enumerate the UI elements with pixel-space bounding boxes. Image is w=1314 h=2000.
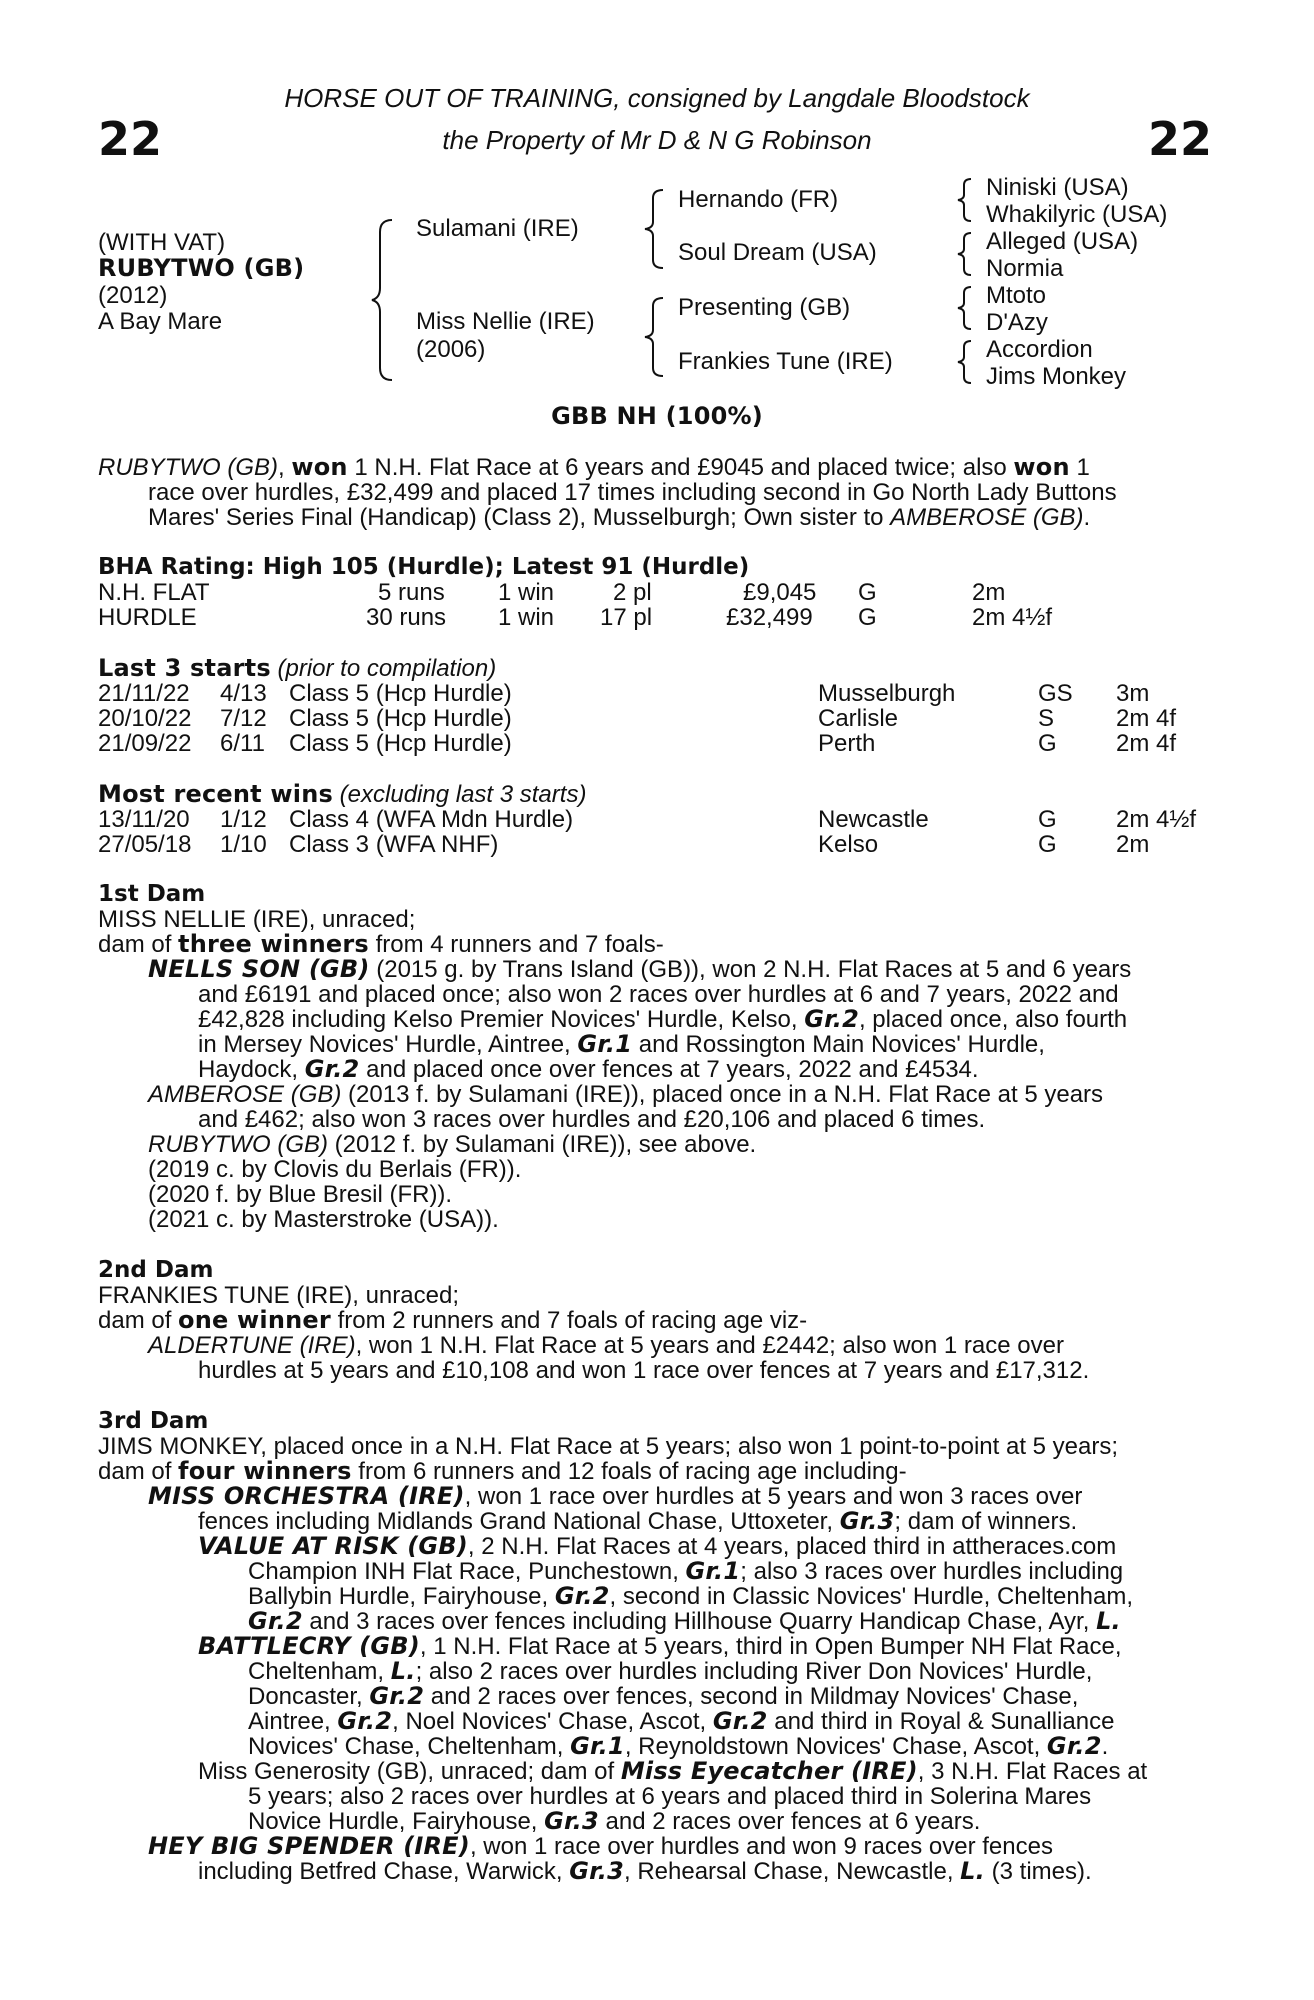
- race-going: G: [1038, 831, 1057, 858]
- grade: Gr.2: [304, 1055, 360, 1083]
- progeny-line: and £462; also won 3 races over hurdles and £20,106 and placed 6 times.: [198, 1106, 986, 1133]
- race-going: S: [1038, 705, 1055, 732]
- text: , placed once, also fourth: [858, 1006, 1128, 1033]
- rating-going: G: [858, 579, 877, 606]
- grade: Gr.2: [248, 1607, 303, 1635]
- text: and 2 races over fences, second in Mildmay Novices' Chase,: [424, 1683, 1079, 1710]
- progeny-line: [198, 1859, 1206, 1884]
- rating-type: N.H. FLAT: [98, 579, 210, 606]
- grade: Gr.2: [369, 1682, 425, 1710]
- horse-name: RUBYTWO (GB): [98, 254, 305, 282]
- text: , 2 N.H. Flat Races at 4 years, placed third in attheraces.com: [467, 1533, 1117, 1560]
- rating-distance: 2m: [972, 579, 1006, 606]
- text: Haydock,: [198, 1056, 305, 1083]
- race-class: Class 5 (Hcp Hurdle): [289, 730, 512, 757]
- last3-note: (prior to compilation): [270, 655, 497, 682]
- progeny-line: [198, 1759, 1206, 1784]
- text: dam of: [98, 1458, 179, 1485]
- brace-g4: [955, 339, 975, 385]
- ancestor-7: Accordion: [986, 336, 1093, 363]
- progeny-line: [248, 1734, 1206, 1759]
- grade: Gr.2: [337, 1707, 393, 1735]
- dam-year: (2006): [416, 336, 486, 363]
- progeny-line: [148, 1484, 1206, 1509]
- lot-number-left: 22: [98, 112, 163, 166]
- progeny-line: [198, 1032, 1206, 1057]
- rating-runs: 30 runs: [366, 604, 447, 631]
- text: Miss Generosity (GB), unraced; dam of: [198, 1758, 621, 1785]
- rating-wins: 1 win: [498, 604, 555, 631]
- rating-prize: £9,045: [743, 579, 817, 606]
- progeny-line: [198, 1007, 1206, 1032]
- second-dam-heading: 2nd Dam: [98, 1257, 214, 1283]
- summary-won: won: [1013, 453, 1070, 481]
- progeny-name: HEY BIG SPENDER (IRE): [148, 1832, 470, 1860]
- dam2-line: [98, 1308, 1206, 1333]
- race-class: Class 4 (WFA Mdn Hurdle): [289, 806, 574, 833]
- listed: L.: [1096, 1607, 1121, 1635]
- progeny-name: BATTLECRY (GB): [198, 1632, 420, 1660]
- text: , won 1 N.H. Flat Race at 5 years and £2442; also won 1 race over: [355, 1332, 1064, 1359]
- progeny-line: and £6191 and placed once; also won 2 races over hurdles at 6 and 7 years, 2022 and: [198, 981, 1119, 1008]
- vat-label: (WITH VAT): [98, 229, 226, 256]
- ancestor-2: Whakilyric (USA): [986, 201, 1168, 228]
- summary-won: won: [291, 453, 348, 481]
- recent-note: (excluding last 3 starts): [333, 781, 587, 808]
- text: (2015 g. by Trans Island (GB)), won 2 N.H. Flat Races at 5 and 6 years: [369, 956, 1132, 983]
- progeny-name: MISS ORCHESTRA (IRE): [148, 1482, 465, 1510]
- recent-title: Most recent wins: [98, 780, 333, 808]
- dam-sire: Presenting (GB): [678, 294, 851, 321]
- text: , Rehearsal Chase, Newcastle,: [624, 1858, 961, 1885]
- rating-row: [98, 580, 1208, 605]
- last3-heading: [98, 656, 496, 681]
- text: fences including Midlands Grand National Chase, Uttoxeter,: [198, 1508, 840, 1535]
- grade: Gr.1: [570, 1732, 625, 1760]
- pedigree-brace-sire: [643, 188, 669, 270]
- progeny-line: [148, 957, 1206, 982]
- race-position: 4/13: [220, 680, 267, 707]
- race-going: G: [1038, 806, 1057, 833]
- race-date: 13/11/20: [98, 806, 190, 833]
- brace-g1: [955, 177, 975, 223]
- dam3-line: [98, 1459, 1206, 1484]
- progeny-name: NELLS SON (GB): [148, 955, 370, 983]
- text: (2013 f. by Sulamani (IRE)), placed once in a N.H. Flat Race at 5 years: [341, 1081, 1104, 1108]
- progeny-line: hurdles at 5 years and £10,108 and won 1 race over fences at 7 years and £17,312.: [198, 1357, 1090, 1384]
- race-row: [98, 681, 1208, 706]
- text: , won 1 race over hurdles at 5 years and won 3 races over: [464, 1483, 1083, 1510]
- race-course: Newcastle: [818, 806, 929, 833]
- race-position: 7/12: [220, 705, 267, 732]
- ancestor-5: Mtoto: [986, 282, 1047, 309]
- text: ; dam of winners.: [894, 1508, 1078, 1535]
- recent-wins-heading: [98, 782, 586, 807]
- race-class: Class 5 (Hcp Hurdle): [289, 680, 512, 707]
- foal-line: (2020 f. by Blue Bresil (FR)).: [148, 1181, 453, 1208]
- ancestor-1: Niniski (USA): [986, 174, 1129, 201]
- rating-distance: 2m 4½f: [972, 604, 1053, 631]
- dam1-line: [98, 932, 1206, 957]
- race-distance: 2m 4f: [1116, 705, 1177, 732]
- sire-sire: Hernando (FR): [678, 186, 839, 213]
- race-date: 21/11/22: [98, 680, 190, 707]
- dam: Miss Nellie (IRE): [416, 308, 595, 335]
- race-going: GS: [1038, 680, 1073, 707]
- rating-type: HURDLE: [98, 604, 197, 631]
- text: from 4 runners and 7 foals-: [368, 931, 664, 958]
- first-dam-heading: 1st Dam: [98, 881, 206, 907]
- progeny-line: [198, 1634, 1206, 1659]
- text: from 2 runners and 7 foals of racing age viz-: [330, 1307, 808, 1334]
- bha-rating-heading: BHA Rating: High 105 (Hurdle); Latest 91 (Hurdle): [98, 554, 750, 580]
- brace-g2: [955, 231, 975, 277]
- grade: Gr.1: [685, 1557, 741, 1585]
- grade: Gr.3: [544, 1807, 599, 1835]
- rating-prize: £32,499: [726, 604, 813, 631]
- text: ; also 3 races over hurdles including: [740, 1558, 1124, 1585]
- text: , won 1 race over hurdles and won 9 races over fences: [469, 1833, 1053, 1860]
- horse-description: A Bay Mare: [98, 308, 223, 335]
- text: .: [1101, 1733, 1109, 1760]
- gbb-rating: GBB NH (100%): [551, 402, 763, 430]
- race-date: 20/10/22: [98, 705, 192, 732]
- dam2-line: FRANKIES TUNE (IRE), unraced;: [98, 1282, 459, 1309]
- listed: L.: [960, 1857, 985, 1885]
- text: , Reynoldstown Novices' Chase, Ascot,: [624, 1733, 1047, 1760]
- text: £42,828 including Kelso Premier Novices' Hurdle, Kelso,: [198, 1006, 805, 1033]
- grade: Gr.3: [839, 1507, 895, 1535]
- progeny-line: 5 years; also 2 races over hurdles at 6 years and placed third in Solerina Mares: [248, 1783, 1092, 1810]
- progeny-line: [248, 1584, 1206, 1609]
- race-row: [98, 706, 1208, 731]
- progeny-name: ALDERTUNE (IRE): [148, 1332, 356, 1359]
- race-distance: 2m 4f: [1116, 730, 1177, 757]
- progeny-line: [248, 1684, 1206, 1709]
- race-position: 1/12: [220, 806, 267, 833]
- progeny-line: [198, 1057, 1206, 1082]
- lot-number-right: 22: [1148, 112, 1213, 166]
- winners-count: one winner: [178, 1306, 331, 1334]
- sire-dam: Soul Dream (USA): [678, 239, 877, 266]
- race-distance: 3m: [1116, 680, 1150, 707]
- progeny-line: [148, 1834, 1206, 1859]
- race-position: 6/11: [220, 730, 265, 757]
- summary-line-3: [148, 505, 1206, 530]
- race-row: [98, 832, 1208, 857]
- race-course: Perth: [818, 730, 876, 757]
- progeny-line: [148, 1132, 1206, 1157]
- ancestor-3: Alleged (USA): [986, 228, 1139, 255]
- summary-horse-name: RUBYTWO (GB): [98, 454, 278, 481]
- text: (2012 f. by Sulamani (IRE)), see above.: [328, 1131, 757, 1158]
- progeny-line: [148, 1333, 1206, 1358]
- text: Champion INH Flat Race, Punchestown,: [248, 1558, 686, 1585]
- brace-g3: [955, 285, 975, 331]
- progeny-name: Miss Eyecatcher (IRE): [620, 1757, 918, 1785]
- race-row: [98, 807, 1208, 832]
- summary-text: .: [1083, 504, 1091, 531]
- progeny-line: [248, 1559, 1206, 1584]
- grade: Gr.2: [712, 1707, 768, 1735]
- progeny-line: [248, 1659, 1206, 1684]
- text: Novices' Chase, Cheltenham,: [248, 1733, 571, 1760]
- progeny-line: [148, 1082, 1206, 1107]
- race-position: 1/10: [220, 831, 267, 858]
- rating-wins: 1 win: [498, 579, 555, 606]
- foal-line: (2021 c. by Masterstroke (USA)).: [148, 1206, 499, 1233]
- rating-placed: 2 pl: [613, 579, 652, 606]
- race-course: Carlisle: [818, 705, 899, 732]
- race-date: 21/09/22: [98, 730, 192, 757]
- text: Ballybin Hurdle, Fairyhouse,: [248, 1583, 555, 1610]
- progeny-line: [248, 1609, 1206, 1634]
- pedigree-brace-dam: [643, 296, 669, 378]
- rating-runs: 5 runs: [378, 579, 445, 606]
- text: and 3 races over fences including Hillhouse Quarry Handicap Chase, Ayr,: [302, 1608, 1097, 1635]
- text: , Noel Novices' Chase, Ascot,: [392, 1708, 713, 1735]
- text: and Rossington Main Novices' Hurdle,: [632, 1031, 1045, 1058]
- text: and 2 races over fences at 6 years.: [598, 1808, 981, 1835]
- progeny-name: RUBYTWO (GB): [148, 1131, 328, 1158]
- dam-dam: Frankies Tune (IRE): [678, 348, 893, 375]
- race-class: Class 3 (WFA NHF): [289, 831, 499, 858]
- dam3-line: JIMS MONKEY, placed once in a N.H. Flat Race at 5 years; also won 1 point-to-point at 5 years;: [98, 1433, 1119, 1460]
- text: from 6 runners and 12 foals of racing age including-: [351, 1458, 907, 1485]
- rating-row: [98, 605, 1208, 630]
- text: including Betfred Chase, Warwick,: [198, 1858, 570, 1885]
- summary-text: 1 N.H. Flat Race at 6 years and £9045 and placed twice; also: [347, 454, 1014, 481]
- race-course: Kelso: [818, 831, 879, 858]
- text: in Mersey Novices' Hurdle, Aintree,: [198, 1031, 578, 1058]
- grade: Gr.2: [804, 1005, 859, 1033]
- progeny-name: AMBEROSE (GB): [148, 1081, 342, 1108]
- progeny-line: [198, 1509, 1206, 1534]
- third-dam-heading: 3rd Dam: [98, 1408, 209, 1434]
- sire: Sulamani (IRE): [416, 215, 579, 242]
- grade: Gr.2: [554, 1582, 610, 1610]
- sale-title: HORSE OUT OF TRAINING, consigned by Langdale Bloodstock: [284, 83, 1030, 113]
- race-class: Class 5 (Hcp Hurdle): [289, 705, 512, 732]
- text: ; also 2 races over hurdles including River Don Novices' Hurdle,: [415, 1658, 1093, 1685]
- foal-line: (2019 c. by Clovis du Berlais (FR)).: [148, 1156, 522, 1183]
- progeny-line: [248, 1809, 1206, 1834]
- race-distance: 2m: [1116, 831, 1150, 858]
- horse-year: (2012): [98, 282, 168, 309]
- text: Cheltenham,: [248, 1658, 391, 1685]
- dam1-line: MISS NELLIE (IRE), unraced;: [98, 906, 416, 933]
- text: and placed once over fences at 7 years, 2022 and £4534.: [359, 1056, 979, 1083]
- text: , 1 N.H. Flat Race at 5 years, third in Open Bumper NH Flat Race,: [419, 1633, 1122, 1660]
- winners-count: four winners: [178, 1457, 352, 1485]
- text: (3 times).: [984, 1858, 1092, 1885]
- race-course: Musselburgh: [818, 680, 956, 707]
- progeny-line: [198, 1534, 1206, 1559]
- grade: Gr.1: [577, 1030, 633, 1058]
- summary-text: ,: [278, 454, 292, 481]
- text: Doncaster,: [248, 1683, 370, 1710]
- race-row: [98, 731, 1208, 756]
- summary-line-2: race over hurdles, £32,499 and placed 17 times including second in Go North Lady Buttons: [148, 479, 1117, 506]
- race-going: G: [1038, 730, 1057, 757]
- grade: Gr.3: [569, 1857, 624, 1885]
- race-distance: 2m 4½f: [1116, 806, 1197, 833]
- property-line: the Property of Mr D & N G Robinson: [442, 125, 872, 155]
- rating-going: G: [858, 604, 877, 631]
- race-date: 27/05/18: [98, 831, 192, 858]
- rating-placed: 17 pl: [600, 604, 653, 631]
- ancestor-8: Jims Monkey: [986, 363, 1127, 390]
- winners-count: three winners: [178, 930, 369, 958]
- progeny-line: [248, 1709, 1206, 1734]
- ancestor-6: D'Azy: [986, 309, 1048, 336]
- sister-name: AMBEROSE (GB): [890, 504, 1084, 531]
- text: dam of: [98, 931, 179, 958]
- text: and third in Royal & Sunalliance: [767, 1708, 1115, 1735]
- progeny-name: VALUE AT RISK (GB): [198, 1532, 468, 1560]
- summary-line-1: [98, 455, 1206, 480]
- text: Novice Hurdle, Fairyhouse,: [248, 1808, 545, 1835]
- summary-text: Mares' Series Final (Handicap) (Class 2), Musselburgh; Own sister to: [148, 504, 891, 531]
- summary-text: 1: [1069, 454, 1090, 481]
- grade: Gr.2: [1046, 1732, 1102, 1760]
- ancestor-4: Normia: [986, 255, 1064, 282]
- text: dam of: [98, 1307, 179, 1334]
- text: , second in Classic Novices' Hurdle, Cheltenham,: [609, 1583, 1134, 1610]
- last3-title: Last 3 starts: [98, 654, 271, 682]
- text: Aintree,: [248, 1708, 338, 1735]
- pedigree-brace-main: [370, 218, 400, 382]
- text: , 3 N.H. Flat Races at: [917, 1758, 1148, 1785]
- listed: L.: [390, 1657, 416, 1685]
